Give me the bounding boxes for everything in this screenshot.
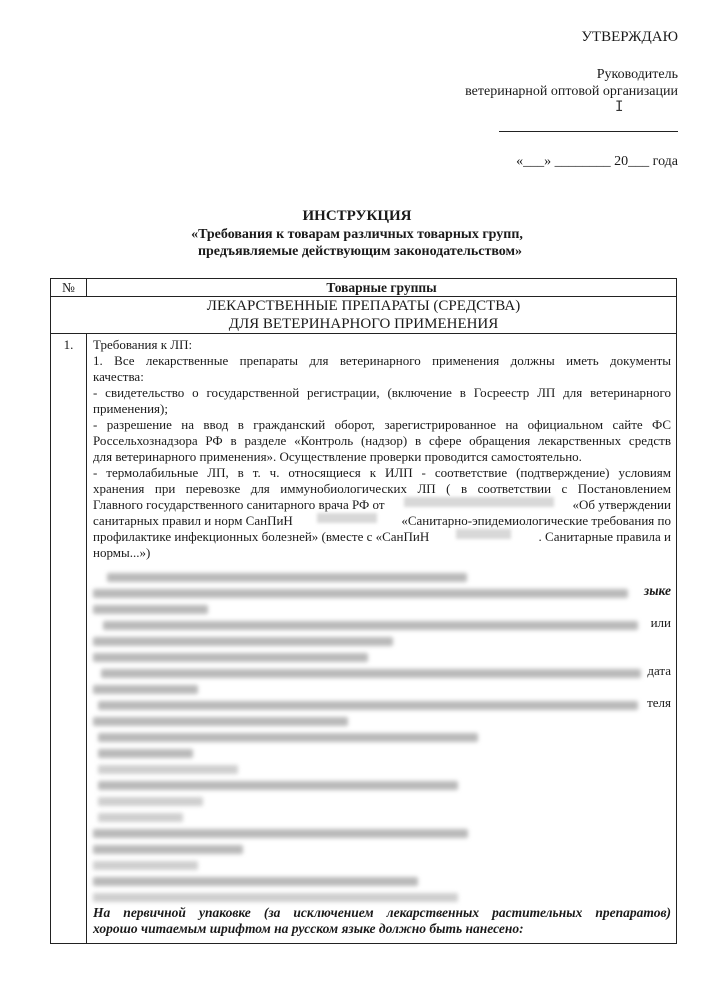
blurred-line <box>93 711 671 727</box>
blurred-line <box>93 695 671 711</box>
approval-heading: УТВЕРЖДАЮ <box>581 29 678 45</box>
blurred-line <box>93 615 671 631</box>
section-header-row <box>51 297 677 334</box>
blurred-line-tail: или <box>650 615 671 630</box>
blurred-line <box>93 791 671 807</box>
blurred-line <box>93 647 671 663</box>
header-number: № <box>51 279 87 297</box>
redacted-date <box>404 497 554 507</box>
section-title-line1: ЛЕКАРСТВЕННЫЕ ПРЕПАРАТЫ (СРЕДСТВА) <box>206 298 521 314</box>
blurred-content <box>93 567 671 903</box>
document-title: ИНСТРУКЦИЯ <box>302 208 412 224</box>
row-line: нормы...») <box>93 545 151 560</box>
packaging-note-line2: хорошо читаемым шрифтом на русском языке должно быть нанесено: <box>93 921 524 936</box>
row-number: 1. <box>51 334 87 944</box>
blurred-line-tail: дата <box>647 663 671 678</box>
requirements-table <box>50 278 677 944</box>
approval-position-line2: ветеринарной оптовой организации <box>465 84 678 99</box>
row-line: применения); <box>93 401 168 416</box>
row-line: - разрешение на ввод в гражданский оборот, зарегистрированное на официальном сайте ФС <box>93 417 671 432</box>
row-line: Россельхознадзора РФ в разделе «Контроль (надзор) в сфере обращения лекарственных средств <box>93 433 671 448</box>
row-content <box>87 334 677 944</box>
redacted-code <box>456 529 511 539</box>
blurred-line <box>93 599 671 615</box>
blurred-line <box>93 679 671 695</box>
blurred-line <box>93 887 671 903</box>
redacted-code <box>317 513 377 523</box>
row-line-part: Главного государственного санитарного врача РФ от <box>93 497 385 512</box>
blurred-line <box>93 823 671 839</box>
row-line-part: «Санитарно-эпидемиологические требования по <box>401 513 671 528</box>
blurred-line <box>93 807 671 823</box>
row-line <box>93 497 671 513</box>
blurred-line <box>93 583 671 599</box>
row-line: хранения при перевозке для иммунобиологических ЛП ( в соответствии с Постановлением <box>93 481 671 496</box>
packaging-note-line1: На первичной упаковке (за исключением лекарственных растительных препаратов) <box>93 905 671 920</box>
blurred-line <box>93 855 671 871</box>
blurred-line-tail: теля <box>647 695 671 710</box>
row-line: Требования к ЛП: <box>93 337 193 352</box>
blurred-line <box>93 663 671 679</box>
row-line-part: . Санитарные правила и <box>538 529 671 544</box>
row-line: для ветеринарного применения». Осуществление проверки проводится самостоятельно. <box>93 449 582 464</box>
row-line <box>93 529 671 545</box>
blurred-line <box>93 759 671 775</box>
row-line: - свидетельство о государственной регистрации, (включение в Госреестр ЛП для ветеринарного <box>93 385 671 400</box>
approval-block <box>581 29 678 46</box>
header-groups: Товарные группы <box>87 279 677 297</box>
section-title-line2: ДЛЯ ВЕТЕРИНАРНОГО ПРИМЕНЕНИЯ <box>228 316 499 332</box>
row-line-part: санитарных правил и норм СанПиН <box>93 513 293 528</box>
row-line <box>93 513 671 529</box>
row-line-part: «Об утверждении <box>572 497 671 512</box>
signature-line[interactable] <box>499 131 678 132</box>
blurred-line <box>93 567 671 583</box>
document-subtitle-line1: «Требования к товарам различных товарных групп, <box>191 227 523 242</box>
document-subtitle-line2: предъявляемые действующим законодательством» <box>197 244 523 259</box>
row-line-part: профилактике инфекционных болезней» (вместе с «СанПиН <box>93 529 430 544</box>
section-title <box>51 297 677 334</box>
row-line: качества: <box>93 369 144 384</box>
approval-position <box>465 66 678 100</box>
text-cursor-icon: I <box>615 99 624 115</box>
approval-position-line1: Руководитель <box>596 67 678 82</box>
blurred-line <box>93 743 671 759</box>
blurred-line <box>93 775 671 791</box>
blurred-line-tail: зыке <box>643 583 671 598</box>
row-line: - термолабильные ЛП, в т. ч. относящиеся к ИЛП - соответствие (подтверждение) условиям <box>93 465 671 480</box>
approval-date[interactable]: «___» ________ 20___ года <box>516 154 678 169</box>
document-subtitle <box>0 226 714 260</box>
blurred-line <box>93 839 671 855</box>
blurred-line <box>93 871 671 887</box>
row-line: 1. Все лекарственные препараты для ветеринарного применения должны иметь документы <box>93 353 671 368</box>
table-row <box>51 334 677 944</box>
blurred-line <box>93 631 671 647</box>
table-header-row <box>51 279 677 297</box>
blurred-line <box>93 727 671 743</box>
